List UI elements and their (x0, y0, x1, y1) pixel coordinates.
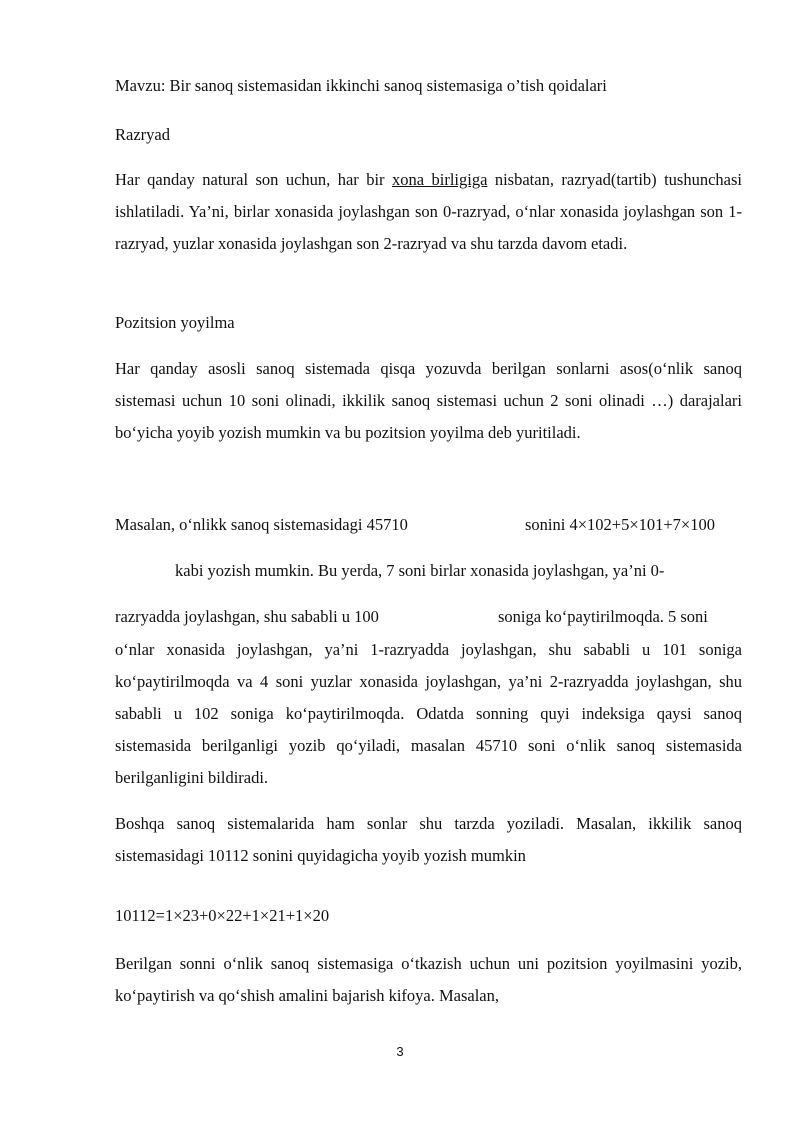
heading-pozitsion-yoyilma: Pozitsion yoyilma (115, 313, 235, 332)
paragraph-example-rest: o‘nlar xonasida joylashgan, ya’ni 1-razryadda joylashgan, shu sababli u 101 soniga ko‘paytirilmoqda va 4 soni yuzlar xonasida joylashgan, ya’ni 2-razryadda joylashgan, shu sababli u 102 soniga ko‘paytirilmoqda. Odatda sonning quyi indeksiga qaysi sanoq sistemasida berilganligi yozib qo‘yiladi, masalan 45710 soni o‘nlik sanoq sistemasida berilganligini bildiradi. (115, 640, 742, 787)
example-line-1-left: Masalan, o‘nlikk sanoq sistemasidagi 45710 (115, 515, 408, 534)
page-number: 3 (396, 1044, 404, 1059)
paragraph-razryad-end: nisbatan, razryad(tartib) tushunchasi ishlatiladi. Ya’ni, birlar xonasida joylashgan son 0-razryad, o‘nlar xonasida joylashgan son 1-razryad, yuzlar xonasida joylashgan son 2-razryad va shu tarzda davom etadi. (115, 170, 742, 253)
example-line-3-right: soniga ko‘paytirilmoqda. 5 soni (498, 607, 708, 626)
example-line-2: kabi yozish mumkin. Bu yerda, 7 soni birlar xonasida joylashgan, ya’ni 0- (175, 561, 665, 580)
binary-expansion-formula: 10112=1×23+0×22+1×21+1×20 (115, 906, 330, 925)
topic-title: Mavzu: Bir sanoq sistemasidan ikkinchi sanoq sistemasiga o’tish qoidalari (115, 76, 607, 95)
paragraph-razryad-start: Har qanday natural son uchun, har bir (115, 170, 392, 189)
xona-birligiga-link[interactable]: xona birligiga (391, 170, 488, 189)
paragraph-conversion: Berilgan sonni o‘nlik sanoq sistemasiga o‘tkazish uchun uni pozitsion yoyilmasini yozib, ko‘paytirish va qo‘shish amalini bajarish kifoya. Masalan, (115, 954, 742, 1005)
example-line-3-left: razryadda joylashgan, shu sababli u 100 (115, 607, 379, 626)
paragraph-razryad (115, 164, 742, 260)
example-line-1 (115, 515, 742, 535)
example-line-1-right: sonini 4×102+5×101+7×100 (525, 515, 715, 534)
paragraph-pozitsion: Har qanday asosli sanoq sistemada qisqa yozuvda berilgan sonlarni asos(o‘nlik sanoq sistemasi uchun 10 soni olinadi, ikkilik sanoq sistemasi uchun 2 soni olinadi …) darajalari bo‘yicha yoyib yozish mumkin va bu pozitsion yoyilma deb yuritiladi. (115, 359, 742, 442)
paragraph-boshqa: Boshqa sanoq sistemalarida ham sonlar shu tarzda yoziladi. Masalan, ikkilik sanoq sistemasidagi 10112 sonini quyidagicha yoyib yozish mumkin (115, 814, 742, 865)
example-line-3 (115, 607, 742, 627)
heading-razryad: Razryad (115, 125, 170, 144)
